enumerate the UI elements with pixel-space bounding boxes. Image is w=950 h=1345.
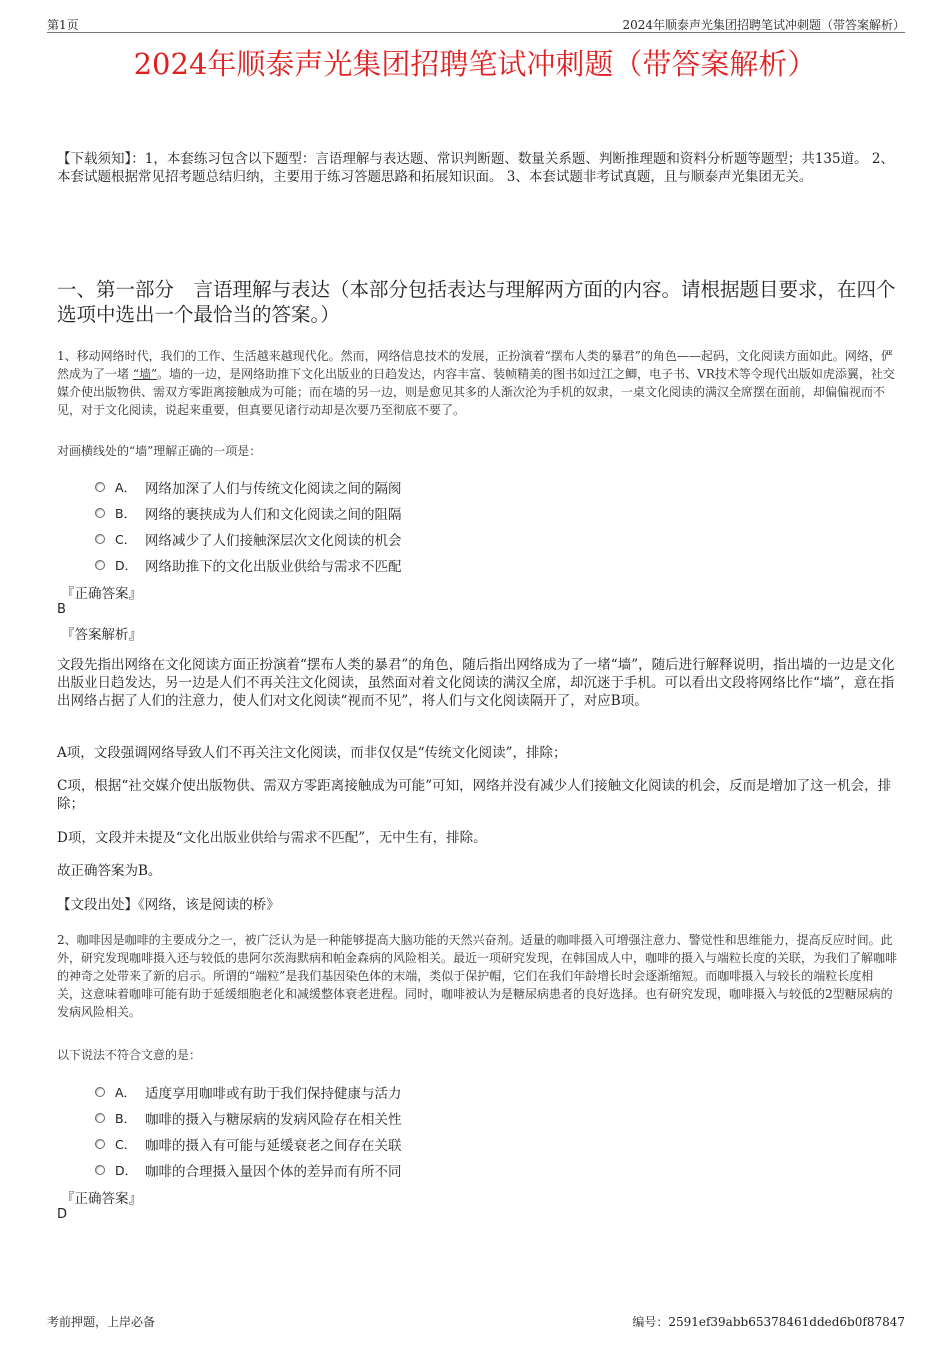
q2-question: 以下说法不符合文意的是： [57, 1048, 202, 1062]
option-key: C． [115, 532, 137, 547]
option-text: 咖啡的合理摄入量因个体的差异而有所不同 [145, 1164, 402, 1180]
q1-option-d[interactable] [95, 555, 402, 575]
q1-question: 对画横线处的“墙”理解正确的一项是： [57, 444, 262, 458]
q1-passage-part-a: 1、移动网络时代，我们的工作、生活越来越现代化。然而，网络信息技术的发展，正扮演着“摆布人类的暴君”的角色——起码，文化阅读方面如此。网络，俨然成为了一堵 [57, 349, 893, 381]
page-title: 2024年顺泰声光集团招聘笔试冲刺题（带答案解析） [133, 47, 817, 81]
q1-analysis-para: C项，根据“社交媒介使出版物供、需双方零距离接触成为可能”可知，网络并没有减少人们接触文化阅读的机会，反而是增加了这一机会，排除； [57, 778, 892, 812]
option-text: 咖啡的摄入有可能与延缓衰老之间存在关联 [145, 1138, 402, 1154]
q2-answer-label: 『正确答案』 [61, 1191, 142, 1207]
q2-option-d[interactable] [95, 1160, 402, 1180]
radio-icon[interactable] [95, 1165, 105, 1175]
radio-icon[interactable] [95, 534, 105, 544]
option-text: 适度享用咖啡或有助于我们保持健康与活力 [145, 1086, 402, 1102]
radio-icon[interactable] [95, 482, 105, 492]
option-key: A． [115, 1085, 137, 1100]
q2-option-b[interactable] [95, 1108, 402, 1128]
q1-passage-part-b: 。墙的一边，是网络助推下文化出版业的日趋发达，内容丰富、装帧精美的图书如过江之鲫，电子书、VR技术等令现代出版如虎添翼，社交媒介使出版物供、需双方零距离接触成为可能；而在墙的另一边，则是愈见其多的人渐次沦为手机的奴隶，一桌文化阅读的满汉全席摆在面前，却偏偏视而不见，对于文化阅读，说起来重要，但真要见诸行动却是次要乃至彻底不要了。 [57, 367, 895, 417]
option-key: D． [115, 558, 138, 573]
radio-icon[interactable] [95, 1139, 105, 1149]
q2-option-a[interactable] [95, 1082, 402, 1102]
q1-source: 【文段出处】《网络，该是阅读的桥》 [57, 897, 280, 913]
radio-icon[interactable] [95, 1087, 105, 1097]
q1-option-b[interactable] [95, 503, 402, 523]
option-text: 网络加深了人们与传统文化阅读之间的隔阂 [145, 481, 402, 497]
q1-underlined-wall: “墙” [132, 367, 158, 381]
q1-analysis-para: A项，文段强调网络导致人们不再关注文化阅读，而非仅仅是“传统文化阅读”，排除； [57, 745, 567, 761]
footer-slogan: 考前押题，上岸必备 [47, 1315, 156, 1329]
page-number: 第1页 [47, 18, 79, 32]
option-key: A． [115, 480, 137, 495]
download-notice: 【下载须知】：1，本套练习包含以下题型：言语理解与表达题、常识判断题、数量关系题、判断推理题和资料分析题等题型；共135道。 2、本套试题根据常见招考题总结归纳，主要用于练习答题思路和拓展知识面。 3、本套试题非考试真题，且与顺泰声光集团无关。 [57, 151, 894, 185]
radio-icon[interactable] [95, 508, 105, 518]
option-key: B． [115, 1111, 137, 1126]
q1-passage [57, 347, 897, 419]
header-doc-title: 2024年顺泰声光集团招聘笔试冲刺题（带答案解析） [622, 18, 905, 32]
option-key: C． [115, 1137, 137, 1152]
option-key: D． [115, 1163, 138, 1178]
option-text: 网络助推下的文化出版业供给与需求不匹配 [145, 559, 402, 575]
q1-answer-label: 『正确答案』 [61, 586, 142, 602]
q2-passage: 2、咖啡因是咖啡的主要成分之一，被广泛认为是一种能够提高大脑功能的天然兴奋剂。适量的咖啡摄入可增强注意力、警觉性和思维能力，提高反应时间。此外，研究发现咖啡摄入还与较低的患阿尔茨海默病和帕金森病的风险相关。最近一项研究发现，在韩国成人中，咖啡的摄入与端粒长度的关联，为我们了解咖啡的神奇之处带来了新的启示。所谓的“端粒”是我们基因染色体的末端，类似于保护帽，它们在我们年龄增长时会逐渐缩短。而咖啡摄入与较长的端粒长度相关，这意味着咖啡可能有助于延缓细胞老化和减缓整体衰老进程。同时，咖啡被认为是糖尿病患者的良好选择。也有研究发现，咖啡摄入与较低的2型糖尿病的发病风险相关。 [57, 933, 898, 1019]
q1-option-a[interactable] [95, 477, 402, 497]
q1-answer: B [57, 602, 66, 617]
option-key: B． [115, 506, 137, 521]
option-text: 网络减少了人们接触深层次文化阅读的机会 [145, 533, 402, 549]
footer-serial: 编号：2591ef39abb65378461dded6b0f87847 [632, 1315, 905, 1329]
section-heading: 一、第一部分 言语理解与表达（本部分包括表达与理解两方面的内容。请根据题目要求，在四个选项中选出一个最恰当的答案。） [57, 278, 896, 326]
q1-analysis-para: 故正确答案为B。 [57, 863, 162, 879]
q2-option-c[interactable] [95, 1134, 402, 1154]
option-text: 咖啡的摄入与糖尿病的发病风险存在相关性 [145, 1112, 402, 1128]
q1-analysis-para: 文段先指出网络在文化阅读方面正扮演着“摆布人类的暴君”的角色，随后指出网络成为了一堵“墙”，随后进行解释说明，指出墙的一边是文化出版业日趋发达，另一边是人们不再关注文化阅读，虽然面对着文化阅读的满汉全席，却沉迷于手机。可以看出文段将网络比作“墙”，意在指出网络占据了人们的注意力，使人们对文化阅读“视而不见”，将人们与文化阅读隔开了，对应B项。 [57, 657, 895, 709]
option-text: 网络的裹挟成为人们和文化阅读之间的阻隔 [145, 507, 402, 523]
q1-analysis-label: 『答案解析』 [61, 627, 142, 643]
radio-icon[interactable] [95, 560, 105, 570]
q1-option-c[interactable] [95, 529, 402, 549]
radio-icon[interactable] [95, 1113, 105, 1123]
page-header [47, 14, 905, 33]
q1-analysis-para: D项，文段并未提及“文化出版业供给与需求不匹配”，无中生有，排除。 [57, 830, 487, 846]
q2-answer: D [57, 1207, 68, 1222]
